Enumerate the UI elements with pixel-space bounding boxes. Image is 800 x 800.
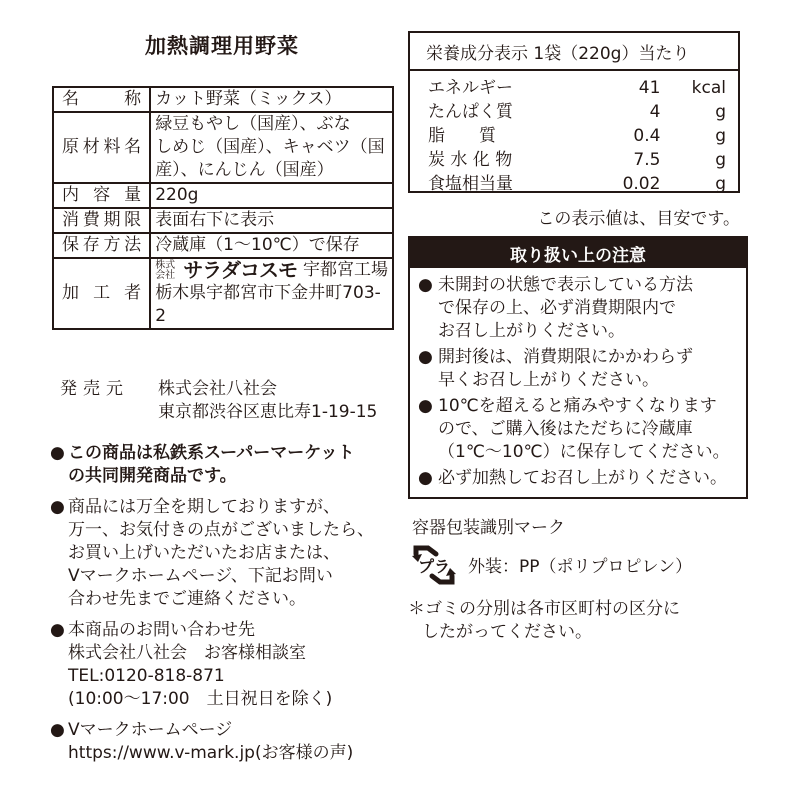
- nutrition-value: 4: [649, 102, 661, 122]
- maker-plant: 宇都宮工場: [303, 260, 388, 280]
- nutrition-disclaimer: この表示値は、目安です。: [537, 209, 740, 229]
- spec-row-expiry: [53, 208, 393, 233]
- caution-line: （1℃〜10℃）に保存してください。: [438, 442, 730, 462]
- spec-key: 消費期限: [53, 208, 150, 233]
- nutrition-value: 0.4: [633, 126, 661, 146]
- nutrition-value: 7.5: [633, 150, 661, 170]
- nutrition-name: 炭 水 化 物: [428, 150, 513, 170]
- nutrition-name: たんぱく質: [428, 102, 513, 122]
- nutrition-row: [428, 149, 726, 173]
- nutrition-row: [428, 77, 726, 101]
- spec-row-content: [53, 183, 393, 208]
- nutrition-unit: g: [715, 150, 726, 170]
- spec-value-name: カット野菜（ミックス）: [150, 87, 393, 112]
- note-line: 合わせ先までご連絡ください。: [68, 589, 306, 609]
- nutrition-name: エネルギー: [428, 78, 513, 98]
- note-line: この商品は私鉄系スーパーマーケット: [68, 443, 355, 463]
- maker-address: 栃木県宇都宮市下金井町703-2: [155, 283, 381, 326]
- note-line: の共同開発商品です。: [68, 466, 237, 486]
- caution-line: 必ず加熱してお召し上がりください。: [438, 468, 727, 488]
- spec-value-storage: 冷蔵庫（1〜10℃）で保存: [150, 233, 393, 258]
- nutrition-table: [408, 31, 740, 193]
- nutrition-row: [428, 173, 726, 197]
- spec-row-ingredients: [53, 112, 393, 183]
- seller-company: 株式会社八社会: [158, 379, 277, 399]
- maker-brand-logo: サラダコスモ: [183, 258, 297, 282]
- nutrition-value: 0.02: [622, 174, 661, 194]
- product-spec-table: [52, 86, 394, 330]
- note-line: 商品には万全を期しておりますが、: [68, 497, 340, 517]
- caution-line: ので、ご購入後はただちに冷蔵庫: [438, 419, 693, 439]
- spec-key: 加工者: [53, 258, 150, 329]
- spec-value-expiry: 表面右下に表示: [150, 208, 393, 233]
- seller-label: 発売元: [60, 379, 129, 399]
- note-line: 本商品のお問い合わせ先: [68, 620, 255, 640]
- caution-line: 10℃を超えると痛みやすくなります: [438, 396, 717, 416]
- note-line: 万一、お気付きの点がございましたら、: [68, 520, 374, 540]
- nutrition-unit: g: [715, 126, 726, 146]
- caution-item: [418, 395, 740, 464]
- spec-value-content: 220g: [150, 183, 393, 208]
- note-line: お買い上げいただいたお店または、: [68, 543, 340, 563]
- spec-key: 原材料名: [53, 112, 150, 183]
- bullet-icon: ●: [50, 720, 65, 740]
- nutrition-name: 食塩相当量: [428, 174, 513, 194]
- packaging-text: 外装：PP（ポリプロピレン）: [468, 557, 693, 577]
- bullet-icon: ●: [418, 347, 433, 367]
- trash-note: ＊ゴミの分別は各市区町村の区分に したがってください。: [408, 599, 680, 642]
- nutrition-value: 41: [638, 78, 661, 98]
- nutrition-name: 脂 質: [428, 126, 496, 146]
- caution-line: で保存の上、必ず消費期限内で: [438, 298, 676, 318]
- nutrition-unit: g: [715, 102, 726, 122]
- nutrition-unit: g: [715, 174, 726, 194]
- bullet-icon: ●: [50, 620, 65, 640]
- caution-line: 開封後は、消費期限にかかわらず: [438, 347, 693, 367]
- spec-key: 保存方法: [53, 233, 150, 258]
- seller-address: 東京都渋谷区恵比寿1-19-15: [158, 402, 378, 422]
- spec-key: 内容量: [53, 183, 150, 208]
- note-line: (10:00〜17:00 土日祝日を除く): [68, 689, 333, 709]
- caution-line: 未開封の状態で表示している方法: [438, 275, 693, 295]
- caution-line: 早くお召し上がりください。: [438, 370, 659, 390]
- note-line: https://www.v-mark.jp(お客様の声): [68, 743, 354, 763]
- svg-text:プラ: プラ: [417, 557, 451, 576]
- nutrition-row: [428, 101, 726, 125]
- packaging-title: 容器包装識別マーク: [412, 518, 565, 538]
- note-line: 株式会社八社会 お客様相談室: [68, 643, 306, 663]
- note-line: Vマークホームページ、下記お問い: [68, 566, 333, 586]
- nutrition-header: 栄養成分表示 1袋（220g）当たり: [410, 33, 738, 71]
- note-line: Vマークホームページ: [68, 720, 233, 740]
- caution-item: [418, 274, 740, 343]
- product-title: 加熱調理用野菜: [145, 34, 299, 58]
- caution-line: お召し上がりください。: [438, 321, 625, 341]
- nutrition-unit: kcal: [691, 78, 726, 98]
- note-item: [50, 719, 400, 765]
- bullet-icon: ●: [418, 275, 433, 295]
- notes-section: [50, 442, 400, 773]
- bullet-icon: ●: [50, 443, 65, 463]
- bullet-icon: ●: [418, 396, 433, 416]
- bullet-icon: ●: [418, 468, 433, 488]
- bullet-icon: ●: [50, 497, 65, 517]
- caution-header: 取り扱い上の注意: [410, 238, 746, 268]
- note-item: [50, 496, 400, 611]
- caution-item: [418, 346, 740, 392]
- spec-key: 名 称: [53, 87, 150, 112]
- spec-row-maker: [53, 258, 393, 329]
- recycle-pla-icon: [410, 542, 458, 588]
- note-line: TEL:0120-818-871: [68, 666, 225, 686]
- spec-row-storage: [53, 233, 393, 258]
- note-item: [50, 442, 400, 488]
- spec-row-name: [53, 87, 393, 112]
- caution-item: [418, 467, 740, 490]
- spec-value-ingredients: 緑豆もやし（国産）、ぶな しめじ（国産）、キャベツ（国 産）、にんじん（国産）: [150, 112, 393, 183]
- kabushiki-kaisha-mark: 株式 会社: [155, 259, 176, 281]
- note-item: [50, 619, 400, 711]
- spec-value-maker: [150, 258, 393, 329]
- caution-box: [408, 236, 748, 499]
- nutrition-row: [428, 125, 726, 149]
